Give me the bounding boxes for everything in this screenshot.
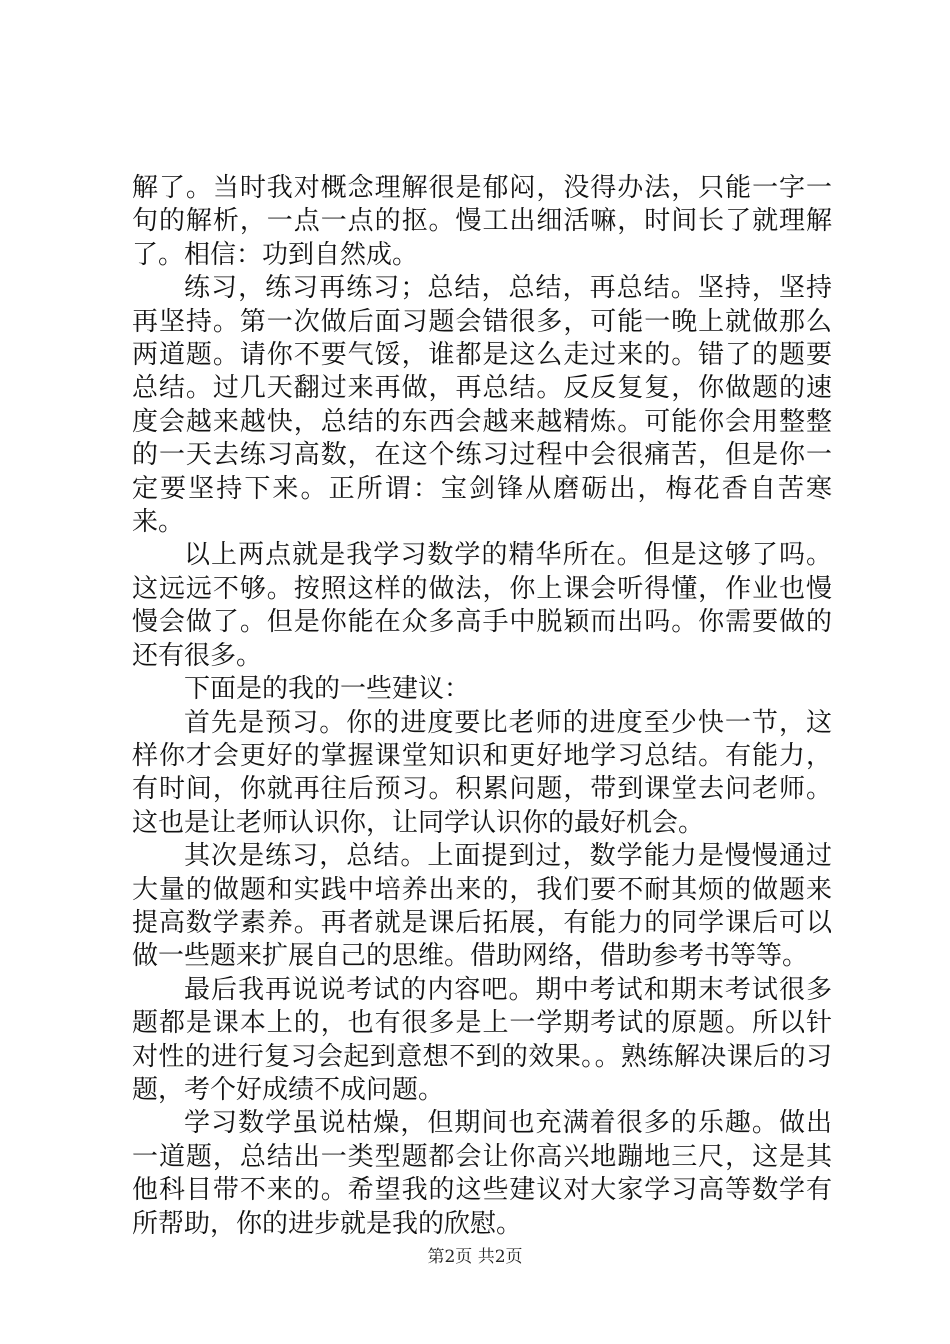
paragraph-conclusion: 学习数学虽说枯燥，但期间也充满着很多的乐趣。做出一道题，总结出一类型题都会让你高兴地蹦地三尺，这是其他科目带不来的。希望我的这些建议对大家学习高等数学有所帮助，你的进步就是我的欣慰。 bbox=[132, 1108, 832, 1239]
page-footer: 第2页 共2页 bbox=[427, 1247, 523, 1267]
paragraph-exercise: 其次是练习，总结。上面提到过，数学能力是慢慢通过大量的做题和实践中培养出来的，我们要不耐其烦的做题来提高数学素养。再者就是课后拓展，有能力的同学课后可以做一些题来扩展自己的思维。借助网络，借助参考书等等。 bbox=[132, 841, 832, 972]
paragraph-essence: 以上两点就是我学习数学的精华所在。但是这够了吗。这远远不够。按照这样的做法，你上课会听得懂，作业也慢慢会做了。但是你能在众多高手中脱颖而出吗。你需要做的还有很多。 bbox=[132, 540, 832, 671]
document-body bbox=[132, 172, 832, 1241]
paragraph-suggestions-intro: 下面是的我的一些建议： bbox=[184, 674, 471, 705]
paragraph-exam: 最后我再说说考试的内容吧。期中考试和期末考试很多题都是课本上的，也有很多是上一学期考试的原题。所以针对性的进行复习会起到意想不到的效果。。熟练解决课后的习题，考个好成绩不成问题。 bbox=[132, 974, 832, 1105]
paragraph-preview: 首先是预习。你的进度要比老师的进度至少快一节，这样你才会更好的掌握课堂知识和更好地学习总结。有能力，有时间，你就再往后预习。积累问题，带到课堂去问老师。这也是让老师认识你，让同学认识你的最好机会。 bbox=[132, 707, 832, 838]
paragraph-continued: 解了。当时我对概念理解很是郁闷，没得办法，只能一字一句的解析，一点一点的抠。慢工出细活嘛，时间长了就理解了。相信：功到自然成。 bbox=[132, 173, 832, 270]
paragraph-practice: 练习，练习再练习；总结，总结，再总结。坚持，坚持再坚持。第一次做后面习题会错很多，可能一晚上就做那么两道题。请你不要气馁，谁都是这么走过来的。错了的题要总结。过几天翻过来再做，再总结。反反复复，你做题的速度会越来越快，总结的东西会越来越精炼。可能你会用整整的一天去练习高数，在这个练习过程中会很痛苦，但是你一定要坚持下来。正所谓：宝剑锋从磨砺出，梅花香自苦寒来。 bbox=[132, 273, 832, 538]
